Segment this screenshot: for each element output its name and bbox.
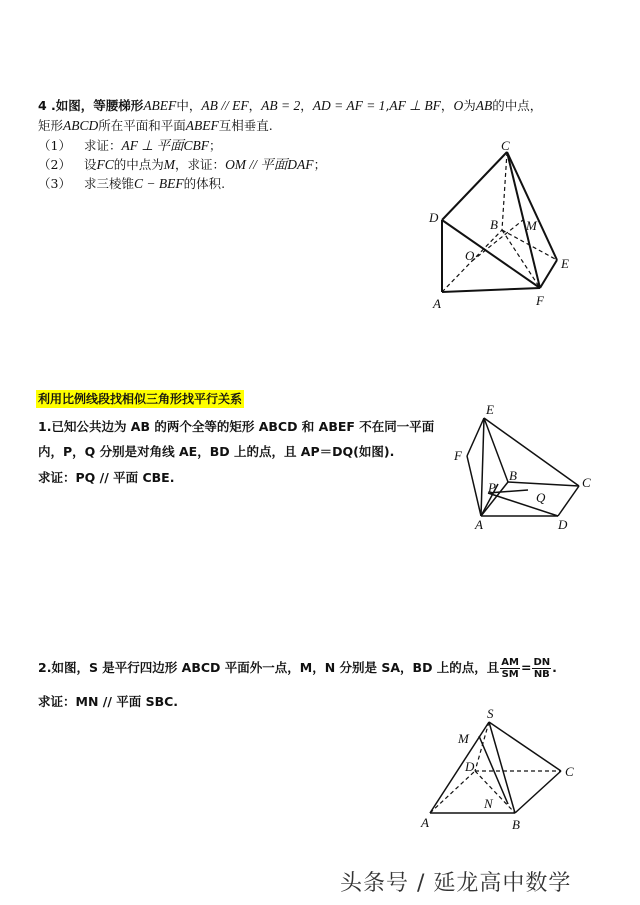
p4-sep2: ，	[300, 98, 313, 113]
q3-num: （3）	[38, 176, 71, 191]
q1-math: AF ⊥ 平面CBF	[121, 138, 210, 153]
problem1-line2: 内，P，Q 分别是对角线 AE，BD 上的点，且 AP＝DQ(如图).	[38, 444, 395, 459]
p4-cond2: AB = 2	[261, 98, 301, 113]
q2-m: M	[163, 157, 176, 172]
p1-label-p: P	[488, 480, 496, 495]
p2-label-s: S	[487, 706, 494, 721]
problem2-figure	[415, 705, 590, 835]
p1-label-a: A	[475, 517, 483, 532]
q1-num: （1）	[38, 138, 71, 153]
problem4-figure	[425, 140, 585, 315]
p4-label-o: O	[465, 248, 475, 263]
p4-label-m: M	[526, 218, 537, 233]
q2-math: OM // 平面DAF	[225, 157, 314, 172]
p4-label-f: F	[536, 293, 544, 308]
p1-label-c: C	[582, 475, 591, 490]
problem2-line2: 求证：MN // 平面 SBC.	[38, 694, 179, 709]
p2-frac1	[500, 657, 520, 680]
p4-sep3: ,	[385, 98, 390, 113]
p1-label-q: Q	[536, 490, 546, 505]
problem4-q2	[38, 157, 326, 173]
p2-frac1-num: AM	[501, 657, 519, 668]
q3-math: C − BEF	[134, 176, 184, 191]
p2-frac2	[532, 657, 551, 680]
p4-label-b: B	[490, 217, 498, 232]
p4-label-a: A	[433, 296, 441, 311]
p2-label-c: C	[565, 764, 574, 779]
p4-label-d: D	[429, 210, 439, 225]
p2-end: .	[552, 660, 557, 675]
section-title: 利用比例线段找相似三角形找平行关系	[38, 392, 243, 406]
problem4-line2	[38, 118, 273, 134]
p2-label-a: A	[421, 815, 429, 830]
p2-label-d: D	[465, 759, 475, 774]
p4-solid-edges	[442, 152, 557, 292]
p4-end: 的中点，	[492, 98, 543, 113]
q1-end: ；	[209, 138, 222, 153]
watermark: 头条号 / 延龙高中数学	[340, 871, 572, 896]
p2-frac2-den: NB	[533, 669, 550, 680]
q2-text: 设	[84, 157, 97, 172]
problem2-line1	[38, 657, 557, 680]
p1-label-e: E	[486, 402, 494, 417]
p2-label-m: M	[458, 731, 469, 746]
p2-label-b: B	[512, 817, 520, 832]
p2-label-n: N	[484, 796, 493, 811]
p2-solid-edges	[430, 722, 561, 813]
p2-frac1-den: SM	[501, 669, 519, 680]
q2-num: （2）	[38, 157, 71, 172]
p4-l2-abef: ABEF	[185, 118, 219, 133]
problem4-q3	[38, 176, 225, 192]
p4-ab: AB	[475, 98, 493, 113]
p4-l2-prefix: 矩形	[38, 118, 64, 133]
q2-fc: FC	[96, 157, 114, 172]
p2-equals: =	[521, 660, 532, 675]
p4-cond1: AB // EF	[201, 98, 249, 113]
q3-end: 的体积.	[183, 176, 226, 191]
p4-l2-mid: 所在平面和平面	[98, 118, 186, 133]
p4-label-c: C	[501, 140, 510, 153]
p1-edges	[467, 418, 579, 516]
p4-l2-abcd: ABCD	[63, 118, 99, 133]
q2-mid2: ，求证：	[175, 157, 226, 172]
q2-mid: 的中点为	[113, 157, 164, 172]
p4-sep1: ，	[248, 98, 262, 113]
q1-text: 求证：	[84, 138, 122, 153]
q3-text: 求三棱锥	[84, 176, 135, 191]
problem1-line3: 求证：PQ // 平面 CBE.	[38, 470, 175, 485]
p4-sep4: ，	[440, 98, 454, 113]
p2-prefix: 2.如图，S 是平行四边形 ABCD 平面外一点，M，N 分别是 SA，BD 上的点，且	[38, 660, 500, 675]
p4-prefix: 4 .如图，等腰梯形	[38, 98, 144, 113]
problem1-line1: 1.已知公共边为 AB 的两个全等的矩形 ABCD 和 ABEF 不在同一平面	[38, 419, 435, 434]
p1-label-d: D	[558, 517, 568, 532]
problem4-q1	[38, 138, 222, 154]
p2-frac2-num: DN	[533, 657, 551, 668]
p1-label-b: B	[509, 468, 517, 483]
p4-cond4: AF ⊥ BF	[389, 98, 441, 113]
q2-end: ；	[313, 157, 327, 172]
p4-label-e: E	[561, 256, 569, 271]
p4-mid: 中，	[176, 98, 202, 113]
problem4-line1	[38, 98, 542, 114]
p1-label-f: F	[454, 448, 462, 463]
p2-dashed-edges	[430, 722, 561, 813]
p4-cond3: AD = AF = 1	[312, 98, 386, 113]
p4-o: O	[453, 98, 464, 113]
problem1-figure	[448, 398, 608, 538]
p4-is: 为	[463, 98, 476, 113]
p4-abef: ABEF	[143, 98, 177, 113]
p4-l2-end: 互相垂直.	[218, 118, 273, 133]
